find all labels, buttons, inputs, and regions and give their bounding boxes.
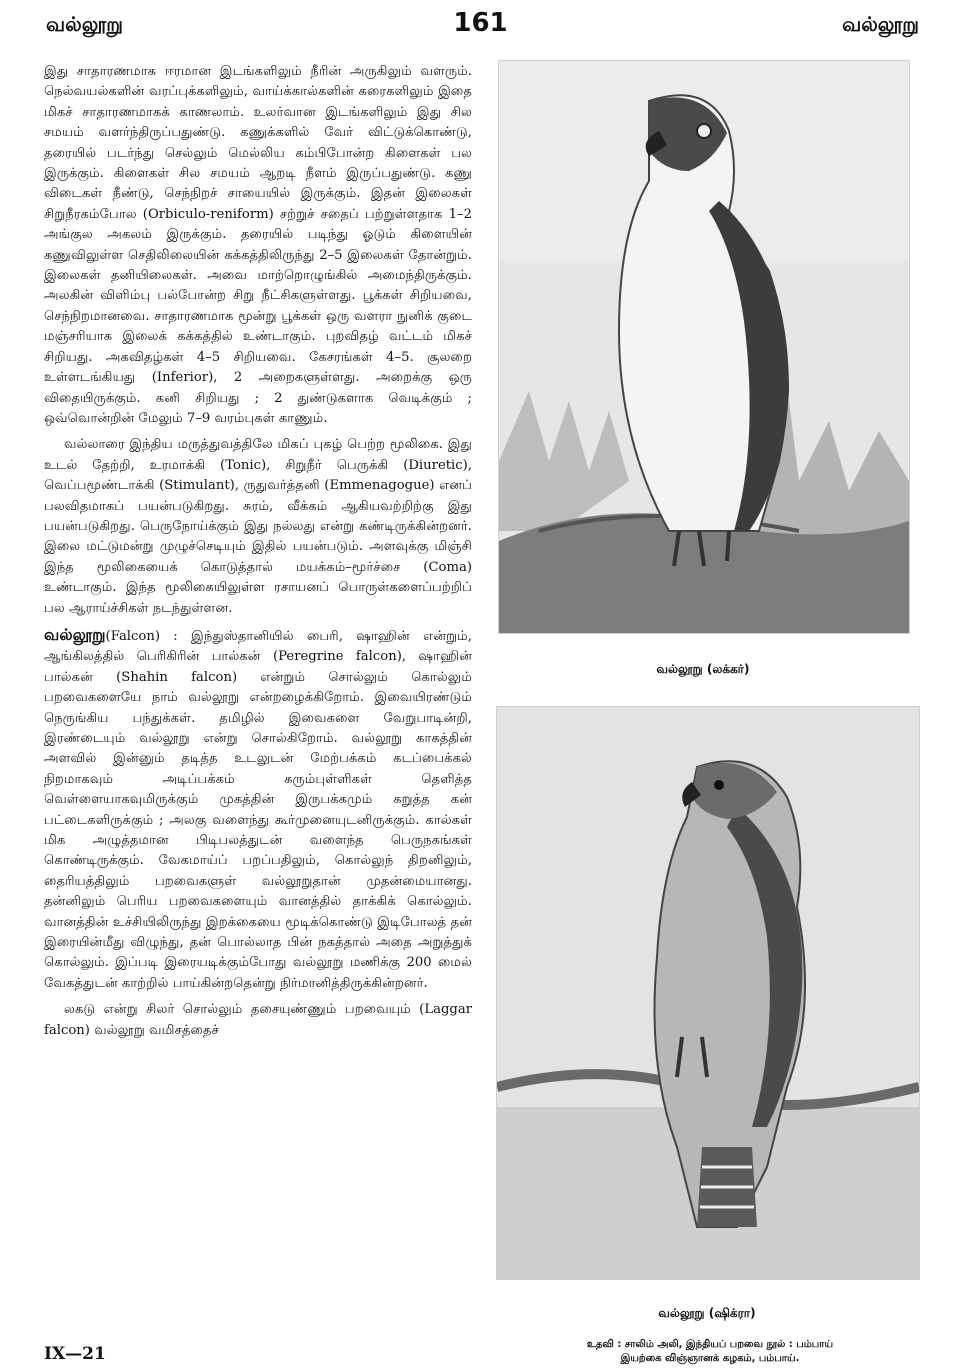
page-number: 161: [453, 8, 508, 38]
paragraph-laggar-falcon: லகடு என்று சிலர் சொல்லும் தசையுண்ணும் பறவையும் (Laggar falcon) வல்லூறு வமிசத்தைச்: [44, 1002, 472, 1038]
signature-mark: IX—21: [44, 1344, 106, 1364]
entry-falcon: [44, 625, 472, 994]
figure-2-caption: வல்லூறு (ஷிக்ரா): [658, 1306, 756, 1320]
entry-headword-english: (Falcon) :: [105, 628, 178, 644]
falcon-shikra-drawing: [497, 707, 919, 1279]
entry-headword: வல்லூறு: [44, 624, 106, 644]
falcon-illustration-laggar: [498, 60, 910, 634]
running-head-right: வல்லூறு: [842, 12, 919, 36]
running-head-left: வல்லூறு: [46, 12, 123, 36]
credit-line-1: உதவி : சாலிம் அலி, இந்தியப் பறவை நூல் : பம்பாய்: [586, 1339, 834, 1350]
paragraph-falcon-description: இந்துஸ்தானியில் பைரி, ஷாஹின் என்றும், ஆங்கிலத்தில் பெரிகிரின் பால்கன் (Peregrine falcon), ஷாஹின் பால்கன் (Shahin falcon) என்றும் சொல்லும் கொல்லும் பறவைகளையே நாம் வல்லூறு என்றழைக்கிறோம். இவையிரண்டும் நெருங்கிய பந்துக்கள். தமிழில் இவைகளை வேறுபாடின்றி, இரண்டையும் வல்லூறு என்று சொல்கிறோம். வல்லூறு காகத்தின் அளவில் இன்னும் தடித்த உடலுடன் மேற்பக்கம் கடப்பைக்கல் நிறமாகவும் அடிப்பக்கம் கரும்புள்ளிகள் தெளித்த வெள்ளையாகவுமிருக்கும் முகத்தின் இருபக்கமும் கறுத்த கன் பட்டைகளிருக்கும் ; அலகு வளைந்து கூர்முனையுடனிருக்கும். கால்கள் மிக அழுத்தமான பிடிபலத்துடன் வளைந்த பெருநகங்கள் கொண்டிருக்கும். வேகமாய்ப் பறப்பதிலும், கொல்லுந் திறனிலும், தைரியத்திலும் பறவைகளுள் வல்லூறுதான் முதன்மையானது. தன்னிலும் பெரிய பறவைகளையும் வானத்தில் தாக்கிக் கொல்லும். வானத்தின் உச்சியிலிருந்து இறக்கையை மூடிக்கொண்டு இடிபோலத் தன் இரையின்மீது விழுந்து, தன் பொல்லாத பின் நகத்தால் அதை அறுத்துக் கொல்லும். இப்படி இரையடிக்கும்போது வல்லூறு மணிக்கு 200 மைல் வேகத்துடன் காற்றில் பாய்கின்றதென்று நிர்மானித்திருக்கின்றனர்.: [44, 628, 472, 991]
falcon-illustration-shikra: [496, 706, 920, 1280]
page-header: [0, 8, 961, 44]
figure-1-caption: வல்லூறு (லக்கர்): [656, 662, 750, 676]
credit-line-2: இயற்கை விஞ்ஞானக் கழகம், பம்பாய்.: [620, 1353, 800, 1364]
body-text-column: [44, 62, 472, 1332]
illustration-credit: [500, 1338, 920, 1366]
paragraph-plant-description: இது சாதாரணமாக ஈரமான இடங்களிலும் நீரின் அருகிலும் வளரும். நெல்வயல்களின் வரப்புக்களிலும், வாய்க்கால்களின் கரைகளிலும் இதை மிகச் சாதாரணமாகக் காணலாம். உலர்வான இடங்களிலும் இது சில சமயம் வளர்ந்திருப்பதுண்டு. கணுக்களில் வேர் விட்டுக்கொண்டு, தரையில் படர்ந்து செல்லும் மெல்லிய கம்பிபோன்ற கிளைகள் பல இருக்கும். கிளைகள் சில சமயம் ஆறடி நீளம் இருப்பதுண்டு. கணு விடைகள் நீண்டு, செந்நிறச் சாயையில் இருக்கும். இதன் இலைகள் சிறுநீரகம்போல (Orbiculo-reniform) சற்றுச் சதைப் பற்றுள்ளதாக 1–2 அங்குல அகலம் இருக்கும். தரையில் படிந்து ஓடும் கிளையின் கணுவிலுள்ள செதிலிலையின் கக்கத்திலிருந்து 2–5 இலைகள் தோன்றும். இலைகள் தனியிலைகள். அவை மாற்றொழுங்கில் அமைந்திருக்கும். அலகின் விளிம்பு பல்போன்ற சிறு நீட்சிகளுள்ளது. பூக்கள் சிறியவை, செந்நிறமானவை. சாதாரணமாக மூன்று பூக்கள் ஒரு வளரா நுனிக் குடை மஞ்சரியாக இலைக் கக்கத்தில் உண்டாகும். புறவிதழ் வட்டம் மிகச் சிறியது. அகவிதழ்கள் 4–5 சிறியவை. கேசரங்கள் 4–5. சூலறை உள்ளடங்கியது (Inferior), 2 அறைகளுள்ளது. அறைக்கு ஒரு விதையிருக்கும். கனி சிறியது ; 2 துண்டுகளாக வெடிக்கும் ; ஒவ்வொன்றின் மேலும் 7–9 வரம்புகள் காணும்.: [44, 64, 472, 426]
paragraph-medicinal-use: வல்லாரை இந்திய மருத்துவத்திலே மிகப் புகழ் பெற்ற மூலிகை. இது உடல் தேற்றி, உரமாக்கி (Tonic), சிறுநீர் பெருக்கி (Diuretic), வெப்பமூண்டாக்கி (Stimulant), ருதுவர்த்தனி (Emmenagogue) எனப் பலவிதமாகப் பயன்படுகிறது. சுரம், வீக்கம் ஆகியவற்றிற்கு இது பயன்படுகிறது. பெருநோய்க்கும் இது நல்லது என்று கண்டிருக்கின்றனர். இலை மட்டுமன்று முழுச்செடியும் இதில் பயன்படும். அளவுக்கு மிஞ்சி இந்த மூலிகையைக் கொடுத்தால் மயக்கம்–மூர்ச்சை (Coma) உண்டாகும். இந்த மூலிகையிலுள்ள ரசாயனப் பொருள்களைப்பற்றிப் பல ஆராய்ச்சிகள் நடந்துள்ளன.: [44, 437, 472, 616]
falcon-laggar-drawing: [499, 61, 909, 633]
